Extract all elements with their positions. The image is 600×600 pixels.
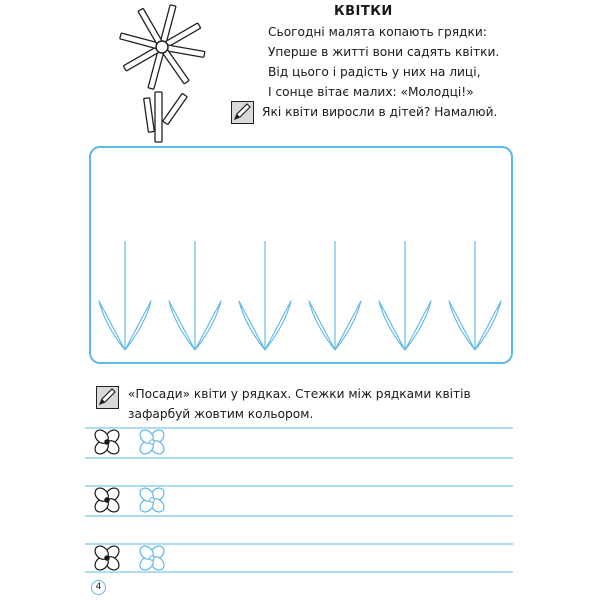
pencil-icon — [231, 101, 254, 124]
flower-sample — [92, 427, 121, 456]
flower-sample — [92, 485, 121, 514]
flower-sample — [137, 427, 166, 456]
poem-line-3: Від цього і радість у них на лиці, — [268, 65, 481, 79]
stem-template — [449, 241, 501, 350]
stem-template — [169, 241, 221, 350]
flower-sample — [92, 543, 121, 572]
pencil-icon — [96, 386, 119, 409]
page-number: 4 — [91, 580, 106, 595]
stem-template — [99, 241, 151, 350]
stem-template — [309, 241, 361, 350]
stem-template — [239, 241, 291, 350]
flower-rows — [85, 420, 515, 595]
flower-sample — [137, 543, 166, 572]
stick-flower-illustration — [110, 0, 220, 150]
poem-line-4: І сонце вітає малих: «Молодці!» — [268, 85, 474, 99]
poem-line-2: Уперше в житті вони садять квітки. — [268, 45, 500, 59]
flower-center — [156, 41, 168, 53]
task-planting-instruction: «Посади» квіти у рядках. Стежки між рядками квітів зафарбуй жовтим кольором. — [128, 387, 471, 421]
poem-line-1: Сьогодні малята копають грядки: — [268, 25, 487, 39]
stem-template — [379, 241, 431, 350]
drawing-frame — [88, 145, 516, 367]
task-drawing-instruction: Які квіти виросли в дітей? Намалюй. — [262, 105, 498, 119]
page-title: КВІТКИ — [334, 4, 393, 19]
flower-sample — [137, 485, 166, 514]
